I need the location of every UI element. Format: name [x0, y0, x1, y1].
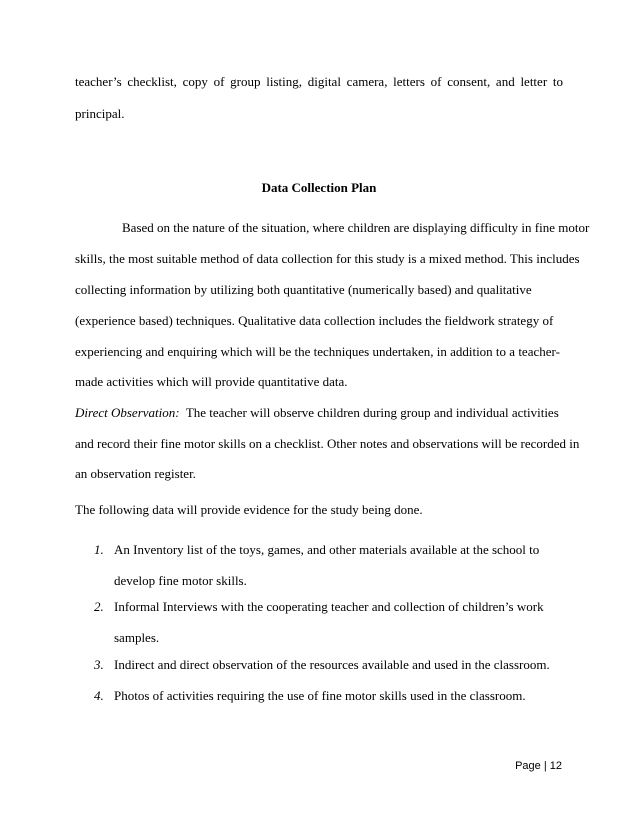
page-number: Page | 12	[515, 760, 562, 772]
list-item-3-number: 3.	[94, 657, 104, 672]
plan-paragraph-line-5: experiencing and enquiring which will be the techniques undertaken, in addition to a teacher-	[75, 344, 560, 359]
plan-paragraph-line-1: Based on the nature of the situation, where children are displaying difficulty in fine motor	[122, 220, 590, 235]
intro-line-1: teacher’s checklist, copy of group listing, digital camera, letters of consent, and letter to	[75, 74, 563, 89]
section-heading: Data Collection Plan	[261, 180, 377, 195]
list-item-4-line-1: Photos of activities requiring the use of fine motor skills used in the classroom.	[114, 688, 526, 703]
list-item-3-line-1: Indirect and direct observation of the resources available and used in the classroom.	[114, 657, 550, 672]
list-item-4-number: 4.	[94, 688, 104, 703]
plan-paragraph-line-6: made activities which will provide quantitative data.	[75, 374, 348, 389]
plan-paragraph-line-4: (experience based) techniques. Qualitative data collection includes the fieldwork strategy of	[75, 313, 554, 328]
list-item-2-number: 2.	[94, 599, 104, 614]
list-item-1-line-2: develop fine motor skills.	[114, 573, 247, 588]
observation-line-1	[75, 405, 559, 421]
evidence-intro: The following data will provide evidence for the study being done.	[75, 502, 423, 517]
list-item-1-number: 1.	[94, 542, 104, 557]
plan-paragraph-line-3: collecting information by utilizing both quantitative (numerically based) and qualitative	[75, 282, 532, 297]
observation-line-3: an observation register.	[75, 466, 196, 481]
observation-label: Direct Observation:	[75, 405, 180, 420]
list-item-2-line-2: samples.	[114, 630, 160, 645]
intro-line-2: principal.	[75, 106, 125, 121]
observation-line-1-text: The teacher will observe children during group and individual activities	[185, 405, 559, 420]
observation-line-2: and record their fine motor skills on a checklist. Other notes and observations will be recorded in	[75, 436, 580, 451]
list-item-1-line-1: An Inventory list of the toys, games, and other materials available at the school to	[114, 542, 540, 557]
plan-paragraph-line-2: skills, the most suitable method of data collection for this study is a mixed method. This includes	[75, 251, 580, 266]
list-item-2-line-1: Informal Interviews with the cooperating teacher and collection of children’s work	[114, 599, 544, 614]
